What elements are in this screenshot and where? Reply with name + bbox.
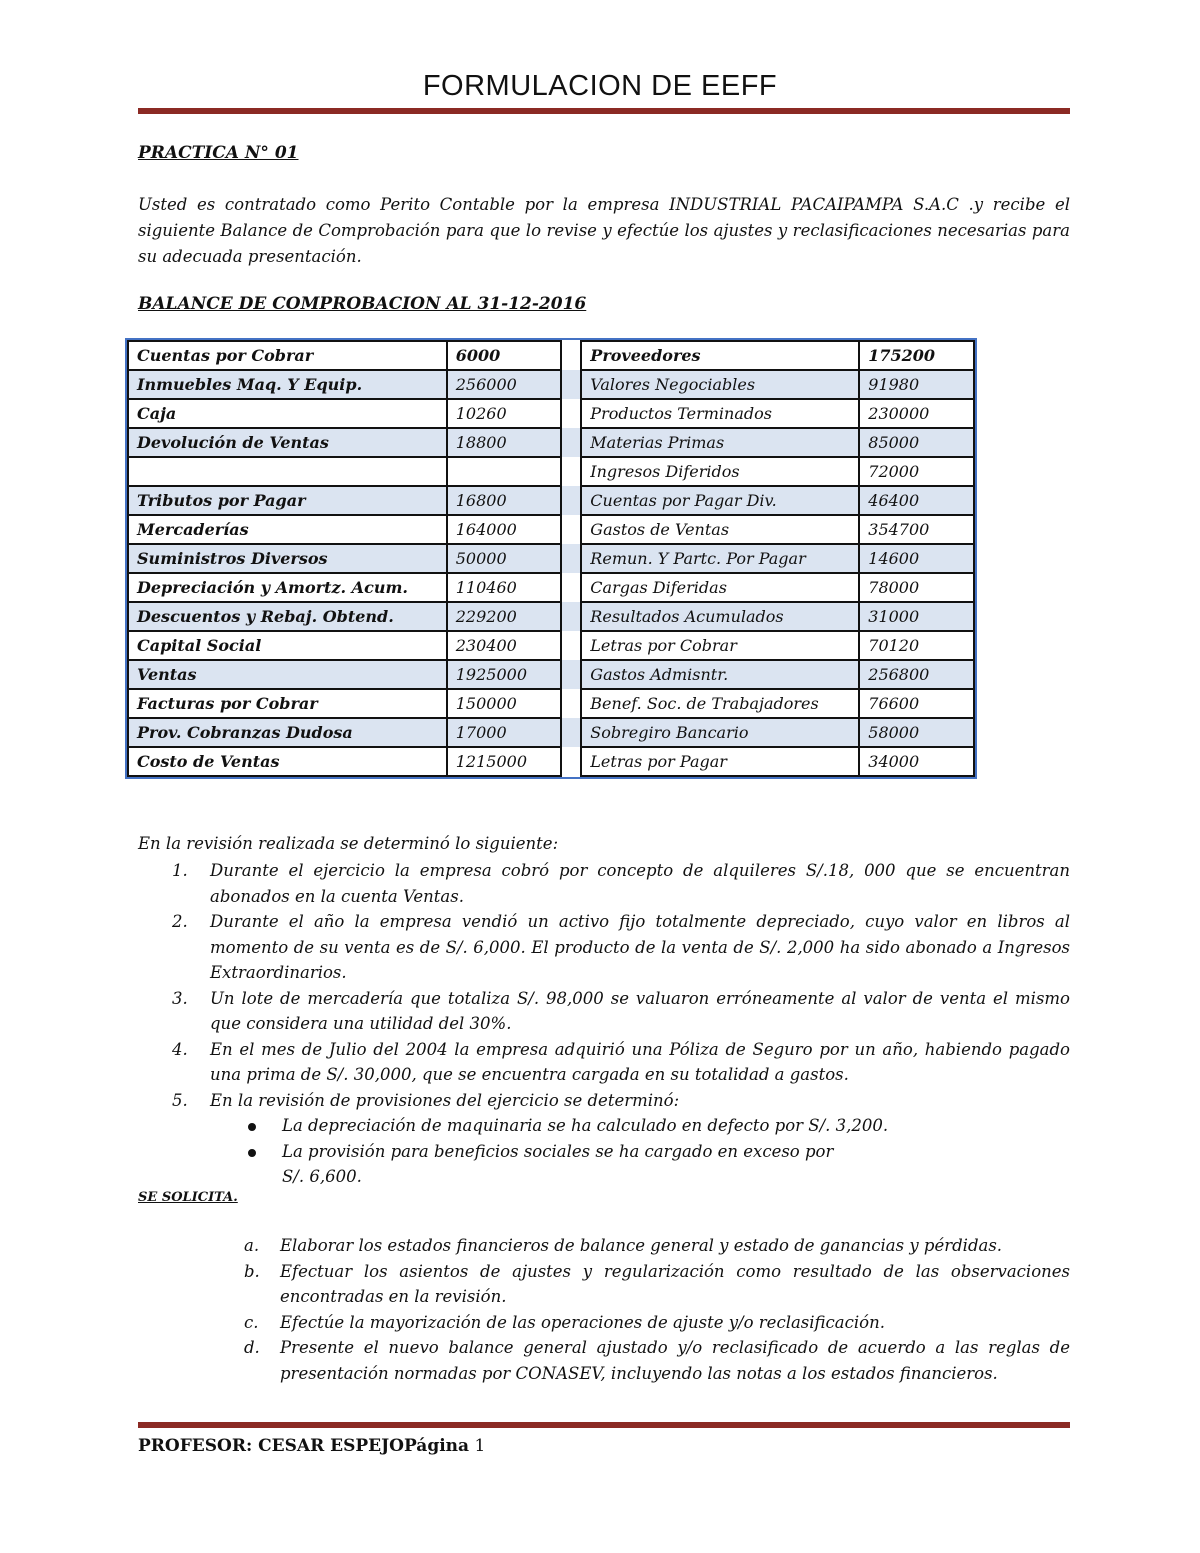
finding-number: 1. bbox=[172, 861, 188, 880]
task-text: Presente el nuevo balance general ajustado y/o reclasificado de acuerdo a las reglas de presentación normadas por CONASEV, incluyendo las notas a los estados financieros. bbox=[280, 1338, 1070, 1383]
provisions-sublist bbox=[210, 1113, 1070, 1190]
right-amount-cell: 34000 bbox=[859, 747, 974, 776]
left-amount-cell: 10260 bbox=[447, 399, 562, 428]
left-account-cell: Prov. Cobranzas Dudosa bbox=[128, 718, 447, 747]
right-account-cell: Cargas Diferidas bbox=[581, 573, 859, 602]
spacer-cell bbox=[561, 399, 581, 428]
task-text: Efectuar los asientos de ajustes y regularización como resultado de las observaciones encontradas en la revisión. bbox=[280, 1261, 1070, 1306]
intro-paragraph: Usted es contratado como Perito Contable por la empresa INDUSTRIAL PACAIPAMPA S.A.C .y recibe el siguiente Balance de Comprobación para que lo revise y efectúe los ajustes y reclasificaciones necesarias para su adecuada presentación. bbox=[138, 195, 1070, 266]
balance-row bbox=[128, 457, 974, 486]
page-label: Página bbox=[403, 1436, 470, 1456]
right-amount-cell: 14600 bbox=[859, 544, 974, 573]
right-account-cell: Proveedores bbox=[581, 341, 859, 370]
balance-row bbox=[128, 718, 974, 747]
right-amount-cell: 230000 bbox=[859, 399, 974, 428]
provision-text: La depreciación de maquinaria se ha calculado en defecto por S/. 3,200. bbox=[282, 1116, 889, 1135]
right-amount-cell: 70120 bbox=[859, 631, 974, 660]
left-amount-cell: 230400 bbox=[447, 631, 562, 660]
spacer-cell bbox=[561, 486, 581, 515]
finding-item bbox=[138, 909, 1070, 986]
balance-row bbox=[128, 689, 974, 718]
spacer-cell bbox=[561, 602, 581, 631]
left-amount-cell: 18800 bbox=[447, 428, 562, 457]
bullet-icon bbox=[248, 1149, 256, 1157]
task-text: Efectúe la mayorización de las operaciones de ajuste y/o reclasificación. bbox=[280, 1312, 885, 1332]
right-amount-cell: 85000 bbox=[859, 428, 974, 457]
balance-row bbox=[128, 486, 974, 515]
provision-item bbox=[210, 1113, 1070, 1139]
left-account-cell: Devolución de Ventas bbox=[128, 428, 447, 457]
left-account-cell: Descuentos y Rebaj. Obtend. bbox=[128, 602, 447, 631]
left-amount-cell: 17000 bbox=[447, 718, 562, 747]
left-account-cell: Facturas por Cobrar bbox=[128, 689, 447, 718]
findings-list bbox=[138, 858, 1070, 1190]
task-item bbox=[138, 1310, 1070, 1336]
left-account-cell bbox=[128, 457, 447, 486]
left-account-cell: Inmuebles Maq. Y Equip. bbox=[128, 370, 447, 399]
balance-row bbox=[128, 341, 974, 370]
right-account-cell: Gastos Admisntr. bbox=[581, 660, 859, 689]
right-account-cell: Cuentas por Pagar Div. bbox=[581, 486, 859, 515]
left-account-cell: Caja bbox=[128, 399, 447, 428]
finding-text: Un lote de mercadería que totaliza S/. 98,000 se valuaron erróneamente al valor de venta el mismo que considera una utilidad del 30%. bbox=[210, 988, 1070, 1033]
finding-number: 4. bbox=[172, 1039, 188, 1059]
right-account-cell: Resultados Acumulados bbox=[581, 602, 859, 631]
right-amount-cell: 354700 bbox=[859, 515, 974, 544]
professor-name: PROFESOR: CESAR ESPEJO bbox=[138, 1436, 404, 1456]
right-account-cell: Sobregiro Bancario bbox=[581, 718, 859, 747]
finding-text: En la revisión de provisiones del ejercicio se determinó: bbox=[210, 1090, 680, 1110]
task-letter: a. bbox=[244, 1236, 260, 1255]
task-item bbox=[138, 1233, 1070, 1259]
spacer-cell bbox=[561, 370, 581, 399]
document-header-title: FORMULACION DE EEFF bbox=[422, 70, 778, 102]
right-account-cell: Materias Primas bbox=[581, 428, 859, 457]
finding-text: Durante el año la empresa vendió un activo fijo totalmente depreciado, cuyo valor en libros al momento de su venta es de S/. 6,000. El producto de la venta de S/. 2,000 ha sido abonado a Ingresos Extraordinarios. bbox=[210, 912, 1070, 982]
left-amount-cell: 164000 bbox=[447, 515, 562, 544]
left-account-cell: Costo de Ventas bbox=[128, 747, 447, 776]
left-amount-cell: 1925000 bbox=[447, 660, 562, 689]
spacer-cell bbox=[561, 544, 581, 573]
left-account-cell: Capital Social bbox=[128, 631, 447, 660]
spacer-cell bbox=[561, 689, 581, 718]
spacer-cell bbox=[561, 428, 581, 457]
tasks-list bbox=[138, 1233, 1070, 1386]
finding-number: 5. bbox=[172, 1090, 188, 1110]
left-amount-cell: 150000 bbox=[447, 689, 562, 718]
left-amount-cell: 229200 bbox=[447, 602, 562, 631]
left-account-cell: Mercaderías bbox=[128, 515, 447, 544]
spacer-cell bbox=[561, 631, 581, 660]
left-amount-cell: 50000 bbox=[447, 544, 562, 573]
balance-row bbox=[128, 544, 974, 573]
right-amount-cell: 72000 bbox=[859, 457, 974, 486]
finding-item bbox=[138, 1037, 1070, 1088]
finding-number: 2. bbox=[172, 912, 188, 931]
header-rule bbox=[138, 108, 1070, 114]
right-account-cell: Gastos de Ventas bbox=[581, 515, 859, 544]
spacer-cell bbox=[561, 660, 581, 689]
finding-text: Durante el ejercicio la empresa cobró por concepto de alquileres S/.18, 000 que se encuentran abonados en la cuenta Ventas. bbox=[210, 861, 1070, 906]
balance-title: BALANCE DE COMPROBACION AL 31-12-2016 bbox=[138, 294, 587, 314]
balance-row bbox=[128, 399, 974, 428]
left-amount-cell: 256000 bbox=[447, 370, 562, 399]
right-amount-cell: 91980 bbox=[859, 370, 974, 399]
right-amount-cell: 76600 bbox=[859, 689, 974, 718]
right-account-cell: Letras por Pagar bbox=[581, 747, 859, 776]
right-amount-cell: 175200 bbox=[859, 341, 974, 370]
page-footer bbox=[138, 1436, 485, 1456]
task-item bbox=[138, 1259, 1070, 1310]
spacer-cell bbox=[561, 515, 581, 544]
spacer-cell bbox=[561, 341, 581, 370]
right-account-cell: Letras por Cobrar bbox=[581, 631, 859, 660]
findings-lead: En la revisión realizada se determinó lo siguiente: bbox=[138, 834, 559, 853]
spacer-cell bbox=[561, 573, 581, 602]
balance-row bbox=[128, 631, 974, 660]
task-letter: b. bbox=[244, 1261, 260, 1281]
right-account-cell: Productos Terminados bbox=[581, 399, 859, 428]
right-amount-cell: 31000 bbox=[859, 602, 974, 631]
task-letter: d. bbox=[244, 1338, 260, 1357]
balance-row bbox=[128, 602, 974, 631]
left-account-cell: Ventas bbox=[128, 660, 447, 689]
spacer-cell bbox=[561, 457, 581, 486]
right-account-cell: Benef. Soc. de Trabajadores bbox=[581, 689, 859, 718]
provision-item bbox=[210, 1139, 1070, 1190]
task-letter: c. bbox=[244, 1312, 259, 1332]
balance-row bbox=[128, 573, 974, 602]
right-account-cell: Valores Negociables bbox=[581, 370, 859, 399]
left-amount-cell: 16800 bbox=[447, 486, 562, 515]
right-amount-cell: 58000 bbox=[859, 718, 974, 747]
left-account-cell: Cuentas por Cobrar bbox=[128, 341, 447, 370]
left-account-cell: Suministros Diversos bbox=[128, 544, 447, 573]
footer-rule bbox=[138, 1422, 1070, 1428]
right-amount-cell: 46400 bbox=[859, 486, 974, 515]
spacer-cell bbox=[561, 718, 581, 747]
task-item bbox=[138, 1335, 1070, 1386]
spacer-cell bbox=[561, 747, 581, 776]
solicita-title: SE SOLICITA. bbox=[138, 1190, 238, 1205]
left-account-cell: Depreciación y Amortz. Acum. bbox=[128, 573, 447, 602]
balance-row bbox=[128, 660, 974, 689]
left-amount-cell bbox=[447, 457, 562, 486]
bullet-icon bbox=[248, 1123, 256, 1131]
provision-text: La provisión para beneficios sociales se ha cargado en exceso por bbox=[282, 1141, 834, 1161]
right-account-cell: Ingresos Diferidos bbox=[581, 457, 859, 486]
left-account-cell: Tributos por Pagar bbox=[128, 486, 447, 515]
right-account-cell: Remun. Y Partc. Por Pagar bbox=[581, 544, 859, 573]
balance-row bbox=[128, 747, 974, 776]
balance-row bbox=[128, 370, 974, 399]
finding-item bbox=[138, 986, 1070, 1037]
balance-row bbox=[128, 515, 974, 544]
left-amount-cell: 110460 bbox=[447, 573, 562, 602]
right-amount-cell: 256800 bbox=[859, 660, 974, 689]
finding-text: En el mes de Julio del 2004 la empresa adquirió una Póliza de Seguro por un año, habiendo pagado una prima de S/. 30,000, que se encuentra cargada en su totalidad a gastos. bbox=[210, 1039, 1070, 1084]
finding-number: 3. bbox=[172, 988, 188, 1008]
balance-row bbox=[128, 428, 974, 457]
left-amount-cell: 1215000 bbox=[447, 747, 562, 776]
finding-item bbox=[138, 858, 1070, 909]
page-number: 1 bbox=[474, 1436, 486, 1456]
task-text: Elaborar los estados financieros de balance general y estado de ganancias y pérdidas. bbox=[280, 1236, 1003, 1255]
right-amount-cell: 78000 bbox=[859, 573, 974, 602]
trial-balance-table bbox=[127, 340, 975, 777]
left-amount-cell: 6000 bbox=[447, 341, 562, 370]
provision-text-continued: S/. 6,600. bbox=[282, 1167, 362, 1186]
finding-item bbox=[138, 1088, 1070, 1190]
practica-title: PRACTICA N° 01 bbox=[138, 143, 299, 163]
